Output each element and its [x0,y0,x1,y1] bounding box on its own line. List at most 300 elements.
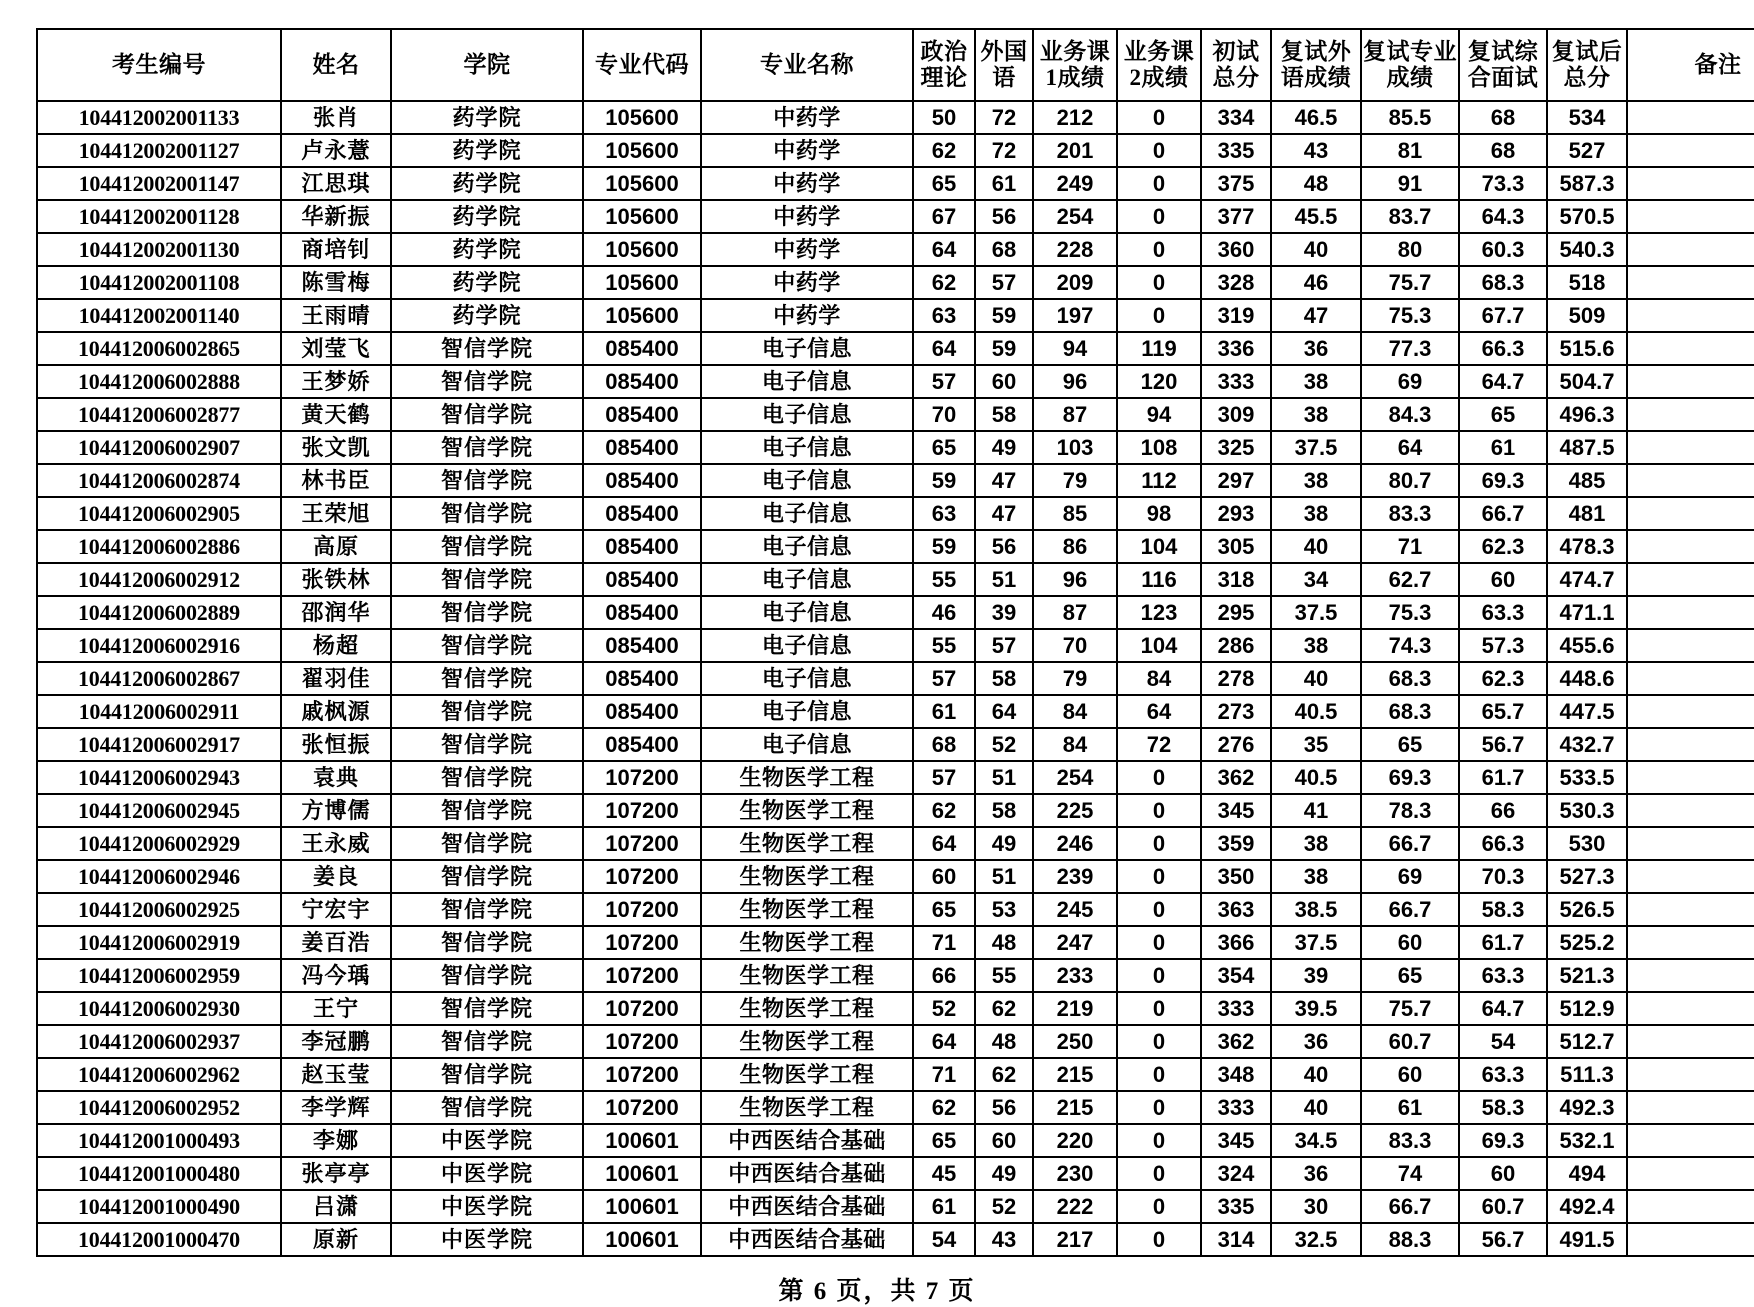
cell-retest-interview: 66 [1459,794,1547,827]
cell-politics: 63 [913,497,975,530]
cell-final-total: 432.7 [1547,728,1627,761]
cell-retest-foreign: 32.5 [1271,1223,1361,1256]
cell-course1: 84 [1033,695,1117,728]
cell-politics: 59 [913,530,975,563]
cell-college: 智信学院 [391,398,583,431]
cell-major-name: 电子信息 [701,398,913,431]
cell-major-name: 中药学 [701,299,913,332]
cell-remark [1627,893,1754,926]
cell-foreign-language: 60 [975,365,1033,398]
table-row [37,530,1754,563]
cell-retest-major: 66.7 [1361,893,1459,926]
cell-retest-foreign: 39 [1271,959,1361,992]
cell-initial-total: 328 [1201,266,1271,299]
cell-retest-major: 71 [1361,530,1459,563]
cell-course1: 215 [1033,1091,1117,1124]
cell-retest-foreign: 38 [1271,365,1361,398]
cell-course2: 0 [1117,959,1201,992]
table-row [37,695,1754,728]
cell-retest-major: 68.3 [1361,662,1459,695]
cell-candidate-no: 104412001000493 [37,1124,281,1157]
cell-major-code: 085400 [583,530,701,563]
cell-name: 王荣旭 [281,497,391,530]
cell-retest-foreign: 40 [1271,1091,1361,1124]
cell-retest-major: 60.7 [1361,1025,1459,1058]
cell-major-code: 085400 [583,662,701,695]
cell-final-total: 496.3 [1547,398,1627,431]
cell-final-total: 518 [1547,266,1627,299]
cell-major-name: 中药学 [701,101,913,134]
cell-retest-major: 75.7 [1361,266,1459,299]
cell-major-code: 107200 [583,1025,701,1058]
cell-initial-total: 334 [1201,101,1271,134]
cell-retest-major: 80 [1361,233,1459,266]
cell-politics: 65 [913,893,975,926]
cell-name: 张文凯 [281,431,391,464]
cell-candidate-no: 104412006002925 [37,893,281,926]
cell-retest-major: 83.3 [1361,497,1459,530]
cell-retest-major: 75.3 [1361,596,1459,629]
cell-name: 高原 [281,530,391,563]
cell-college: 药学院 [391,266,583,299]
cell-candidate-no: 104412002001147 [37,167,281,200]
cell-retest-foreign: 38 [1271,464,1361,497]
cell-politics: 64 [913,332,975,365]
table-row [37,794,1754,827]
cell-major-code: 105600 [583,134,701,167]
cell-college: 智信学院 [391,365,583,398]
cell-candidate-no: 104412006002888 [37,365,281,398]
cell-retest-foreign: 39.5 [1271,992,1361,1025]
cell-initial-total: 354 [1201,959,1271,992]
cell-course2: 0 [1117,233,1201,266]
cell-foreign-language: 39 [975,596,1033,629]
cell-college: 智信学院 [391,629,583,662]
cell-politics: 65 [913,431,975,464]
cell-college: 药学院 [391,200,583,233]
cell-final-total: 447.5 [1547,695,1627,728]
cell-name: 王梦娇 [281,365,391,398]
cell-final-total: 533.5 [1547,761,1627,794]
cell-major-code: 085400 [583,563,701,596]
cell-final-total: 481 [1547,497,1627,530]
cell-major-code: 105600 [583,233,701,266]
table-row [37,1058,1754,1091]
cell-retest-interview: 54 [1459,1025,1547,1058]
cell-foreign-language: 51 [975,761,1033,794]
cell-politics: 62 [913,134,975,167]
cell-retest-foreign: 36 [1271,332,1361,365]
cell-course2: 116 [1117,563,1201,596]
cell-college: 中医学院 [391,1190,583,1223]
cell-course2: 0 [1117,134,1201,167]
header-retest-major-line1: 复试专业 [1363,39,1457,65]
header-final-total [1547,29,1627,101]
cell-politics: 65 [913,1124,975,1157]
cell-initial-total: 325 [1201,431,1271,464]
cell-remark [1627,596,1754,629]
cell-foreign-language: 58 [975,794,1033,827]
table-row [37,926,1754,959]
cell-retest-interview: 66.3 [1459,827,1547,860]
cell-college: 智信学院 [391,464,583,497]
cell-major-code: 085400 [583,464,701,497]
cell-major-name: 电子信息 [701,629,913,662]
cell-name: 卢永薏 [281,134,391,167]
cell-foreign-language: 72 [975,134,1033,167]
cell-course1: 246 [1033,827,1117,860]
cell-final-total: 512.9 [1547,992,1627,1025]
cell-name: 宁宏宇 [281,893,391,926]
cell-major-code: 085400 [583,596,701,629]
cell-retest-interview: 69.3 [1459,464,1547,497]
cell-initial-total: 362 [1201,1025,1271,1058]
cell-remark [1627,266,1754,299]
cell-initial-total: 333 [1201,365,1271,398]
cell-college: 中医学院 [391,1124,583,1157]
cell-college: 智信学院 [391,662,583,695]
table-row [37,464,1754,497]
cell-retest-foreign: 36 [1271,1157,1361,1190]
header-retest-foreign-line2: 语成绩 [1280,65,1352,90]
cell-retest-major: 62.7 [1361,563,1459,596]
cell-politics: 55 [913,629,975,662]
cell-retest-interview: 60.3 [1459,233,1547,266]
cell-retest-major: 69 [1361,860,1459,893]
table-row [37,761,1754,794]
cell-retest-interview: 65.7 [1459,695,1547,728]
cell-politics: 66 [913,959,975,992]
cell-name: 刘莹飞 [281,332,391,365]
cell-remark [1627,464,1754,497]
cell-major-name: 生物医学工程 [701,794,913,827]
cell-initial-total: 273 [1201,695,1271,728]
cell-retest-interview: 73.3 [1459,167,1547,200]
table-body [37,101,1754,1256]
cell-candidate-no: 104412006002937 [37,1025,281,1058]
cell-initial-total: 360 [1201,233,1271,266]
cell-foreign-language: 68 [975,233,1033,266]
cell-politics: 61 [913,1190,975,1223]
cell-retest-major: 77.3 [1361,332,1459,365]
cell-retest-major: 74.3 [1361,629,1459,662]
header-retest-interview-line2: 合面试 [1467,65,1539,90]
cell-name: 方博儒 [281,794,391,827]
cell-remark [1627,992,1754,1025]
cell-remark [1627,299,1754,332]
cell-course2: 104 [1117,530,1201,563]
cell-politics: 62 [913,794,975,827]
table-row [37,1157,1754,1190]
cell-college: 智信学院 [391,431,583,464]
cell-initial-total: 293 [1201,497,1271,530]
cell-initial-total: 286 [1201,629,1271,662]
cell-college: 智信学院 [391,1091,583,1124]
header-major-name: 专业名称 [701,29,913,101]
cell-retest-foreign: 48 [1271,167,1361,200]
cell-name: 姜百浩 [281,926,391,959]
cell-name: 翟羽佳 [281,662,391,695]
header-foreign-language [975,29,1033,101]
cell-foreign-language: 49 [975,1157,1033,1190]
cell-course2: 0 [1117,1190,1201,1223]
cell-candidate-no: 104412006002946 [37,860,281,893]
cell-major-name: 中西医结合基础 [701,1124,913,1157]
cell-retest-major: 81 [1361,134,1459,167]
table-row [37,662,1754,695]
header-final-total-line2: 总分 [1563,65,1611,90]
cell-college: 药学院 [391,167,583,200]
cell-retest-major: 69 [1361,365,1459,398]
cell-name: 姜良 [281,860,391,893]
cell-retest-foreign: 41 [1271,794,1361,827]
cell-name: 李学辉 [281,1091,391,1124]
cell-course1: 87 [1033,596,1117,629]
cell-remark [1627,1190,1754,1223]
cell-retest-foreign: 40 [1271,233,1361,266]
cell-major-code: 107200 [583,992,701,1025]
cell-politics: 65 [913,167,975,200]
header-politics [913,29,975,101]
cell-remark [1627,959,1754,992]
cell-major-name: 生物医学工程 [701,827,913,860]
cell-retest-foreign: 40 [1271,662,1361,695]
cell-course2: 0 [1117,266,1201,299]
cell-candidate-no: 104412006002867 [37,662,281,695]
cell-retest-foreign: 38 [1271,398,1361,431]
cell-final-total: 492.4 [1547,1190,1627,1223]
cell-course1: 201 [1033,134,1117,167]
cell-name: 张亭亭 [281,1157,391,1190]
cell-name: 吕潇 [281,1190,391,1223]
cell-politics: 64 [913,233,975,266]
cell-course2: 0 [1117,761,1201,794]
header-politics-line1: 政治 [920,39,968,65]
cell-candidate-no: 104412002001108 [37,266,281,299]
cell-final-total: 474.7 [1547,563,1627,596]
cell-retest-foreign: 45.5 [1271,200,1361,233]
cell-initial-total: 345 [1201,794,1271,827]
table-row [37,299,1754,332]
cell-initial-total: 359 [1201,827,1271,860]
cell-foreign-language: 51 [975,563,1033,596]
cell-final-total: 515.6 [1547,332,1627,365]
cell-college: 智信学院 [391,926,583,959]
cell-name: 张肖 [281,101,391,134]
cell-major-name: 中药学 [701,167,913,200]
table-row [37,332,1754,365]
cell-initial-total: 295 [1201,596,1271,629]
cell-course2: 0 [1117,167,1201,200]
cell-initial-total: 314 [1201,1223,1271,1256]
cell-candidate-no: 104412006002912 [37,563,281,596]
cell-name: 原新 [281,1223,391,1256]
page-footer: 第 6 页，共 7 页 [778,1278,976,1305]
cell-major-code: 100601 [583,1124,701,1157]
cell-initial-total: 324 [1201,1157,1271,1190]
header-name: 姓名 [281,29,391,101]
cell-major-name: 电子信息 [701,464,913,497]
cell-college: 药学院 [391,101,583,134]
cell-college: 药学院 [391,134,583,167]
cell-remark [1627,1157,1754,1190]
cell-politics: 55 [913,563,975,596]
cell-name: 冯今瑀 [281,959,391,992]
cell-politics: 64 [913,827,975,860]
cell-foreign-language: 52 [975,1190,1033,1223]
cell-initial-total: 305 [1201,530,1271,563]
header-initial-total-line2: 总分 [1212,65,1260,90]
cell-foreign-language: 72 [975,101,1033,134]
cell-candidate-no: 104412002001128 [37,200,281,233]
cell-remark [1627,728,1754,761]
cell-course2: 104 [1117,629,1201,662]
cell-major-name: 生物医学工程 [701,1091,913,1124]
cell-course2: 0 [1117,1058,1201,1091]
table-row [37,596,1754,629]
cell-retest-interview: 65 [1459,398,1547,431]
table-row [37,101,1754,134]
table-row [37,1025,1754,1058]
cell-foreign-language: 58 [975,398,1033,431]
cell-retest-foreign: 34.5 [1271,1124,1361,1157]
cell-course2: 98 [1117,497,1201,530]
cell-remark [1627,497,1754,530]
cell-retest-major: 60 [1361,926,1459,959]
cell-final-total: 504.7 [1547,365,1627,398]
cell-politics: 61 [913,695,975,728]
cell-final-total: 512.7 [1547,1025,1627,1058]
cell-college: 中医学院 [391,1157,583,1190]
cell-remark [1627,860,1754,893]
cell-remark [1627,1025,1754,1058]
cell-remark [1627,101,1754,134]
header-retest-interview [1459,29,1547,101]
cell-retest-foreign: 46 [1271,266,1361,299]
cell-initial-total: 297 [1201,464,1271,497]
cell-politics: 63 [913,299,975,332]
cell-retest-major: 74 [1361,1157,1459,1190]
cell-foreign-language: 57 [975,629,1033,662]
cell-major-name: 电子信息 [701,365,913,398]
cell-foreign-language: 43 [975,1223,1033,1256]
header-initial-total [1201,29,1271,101]
cell-final-total: 525.2 [1547,926,1627,959]
table-header-row [37,29,1754,101]
cell-name: 江思琪 [281,167,391,200]
cell-foreign-language: 49 [975,431,1033,464]
cell-major-name: 生物医学工程 [701,992,913,1025]
cell-course2: 0 [1117,299,1201,332]
cell-college: 智信学院 [391,332,583,365]
cell-retest-interview: 61.7 [1459,761,1547,794]
cell-college: 智信学院 [391,827,583,860]
cell-college: 智信学院 [391,992,583,1025]
cell-college: 智信学院 [391,1025,583,1058]
cell-course1: 245 [1033,893,1117,926]
cell-final-total: 527 [1547,134,1627,167]
cell-major-name: 电子信息 [701,530,913,563]
cell-remark [1627,629,1754,662]
cell-candidate-no: 104412002001140 [37,299,281,332]
cell-initial-total: 333 [1201,1091,1271,1124]
cell-course1: 247 [1033,926,1117,959]
cell-course2: 0 [1117,992,1201,1025]
cell-candidate-no: 104412006002905 [37,497,281,530]
cell-retest-major: 83.3 [1361,1124,1459,1157]
cell-retest-interview: 56.7 [1459,1223,1547,1256]
cell-retest-foreign: 37.5 [1271,926,1361,959]
cell-retest-interview: 63.3 [1459,959,1547,992]
cell-retest-interview: 57.3 [1459,629,1547,662]
cell-major-name: 中药学 [701,200,913,233]
cell-course1: 103 [1033,431,1117,464]
table-row [37,728,1754,761]
cell-name: 赵玉莹 [281,1058,391,1091]
cell-course2: 64 [1117,695,1201,728]
cell-initial-total: 278 [1201,662,1271,695]
cell-candidate-no: 104412006002877 [37,398,281,431]
cell-major-code: 105600 [583,266,701,299]
cell-major-code: 085400 [583,431,701,464]
header-college: 学院 [391,29,583,101]
cell-course2: 0 [1117,1025,1201,1058]
cell-course1: 233 [1033,959,1117,992]
table-row [37,134,1754,167]
cell-final-total: 570.5 [1547,200,1627,233]
cell-college: 智信学院 [391,497,583,530]
cell-initial-total: 276 [1201,728,1271,761]
cell-retest-interview: 58.3 [1459,893,1547,926]
cell-course2: 0 [1117,827,1201,860]
cell-name: 邵润华 [281,596,391,629]
cell-course2: 120 [1117,365,1201,398]
cell-course2: 0 [1117,101,1201,134]
cell-foreign-language: 48 [975,926,1033,959]
cell-candidate-no: 104412006002929 [37,827,281,860]
cell-retest-major: 88.3 [1361,1223,1459,1256]
cell-major-name: 生物医学工程 [701,926,913,959]
cell-retest-interview: 63.3 [1459,1058,1547,1091]
cell-major-name: 生物医学工程 [701,893,913,926]
cell-major-name: 中西医结合基础 [701,1190,913,1223]
cell-politics: 57 [913,662,975,695]
cell-college: 智信学院 [391,530,583,563]
cell-retest-major: 75.3 [1361,299,1459,332]
cell-name: 王雨晴 [281,299,391,332]
cell-course2: 0 [1117,893,1201,926]
cell-candidate-no: 104412001000470 [37,1223,281,1256]
cell-major-name: 电子信息 [701,596,913,629]
cell-initial-total: 333 [1201,992,1271,1025]
cell-foreign-language: 49 [975,827,1033,860]
cell-major-name: 中药学 [701,134,913,167]
cell-major-code: 107200 [583,1091,701,1124]
cell-initial-total: 309 [1201,398,1271,431]
cell-remark [1627,233,1754,266]
cell-retest-interview: 66.3 [1459,332,1547,365]
cell-retest-major: 78.3 [1361,794,1459,827]
table-row [37,266,1754,299]
cell-final-total: 530.3 [1547,794,1627,827]
cell-retest-foreign: 34 [1271,563,1361,596]
cell-retest-foreign: 38 [1271,827,1361,860]
table-row [37,1190,1754,1223]
cell-retest-major: 66.7 [1361,827,1459,860]
cell-course1: 85 [1033,497,1117,530]
table-row [37,563,1754,596]
cell-retest-foreign: 38.5 [1271,893,1361,926]
